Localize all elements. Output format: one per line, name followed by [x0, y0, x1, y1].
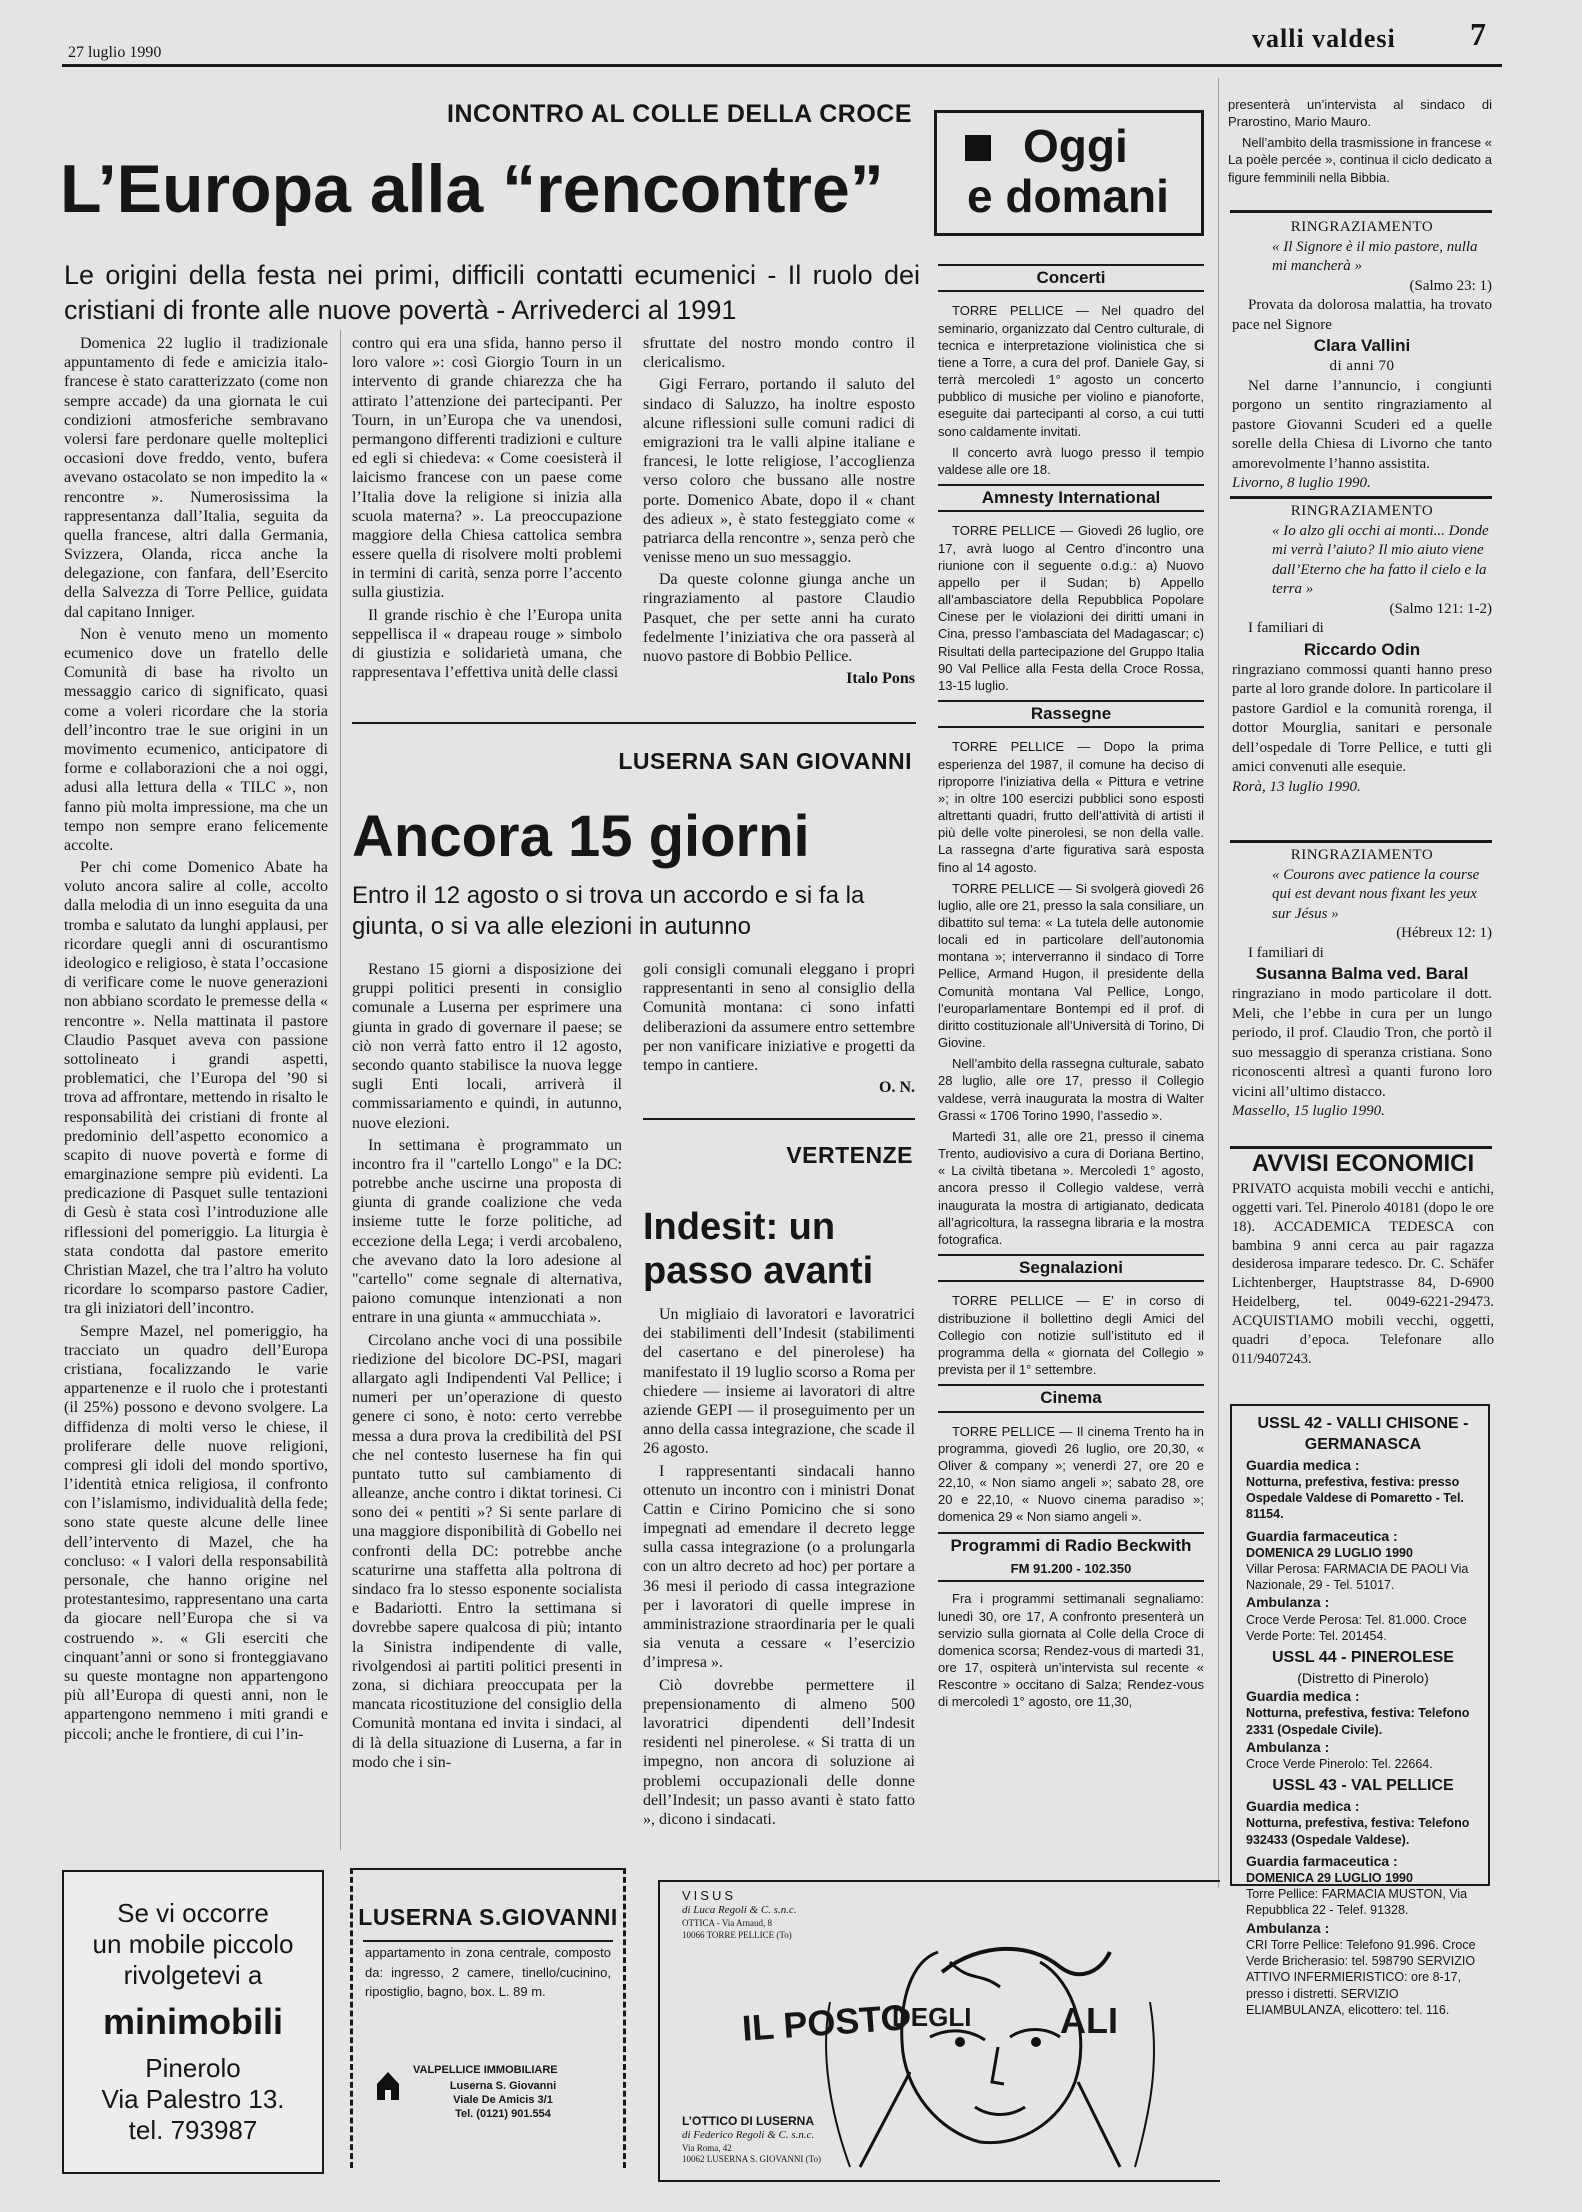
ring2-text: ringraziano commossi quanti hanno preso parte al loro grande dolore. In particolare il pastore Gardiol e la comunità rorenga, il dottor Mourglia, sanitari e personale dell’ospedale di Torre Pellice, e tutti gli amici convenuti alle esequie. — [1232, 661, 1492, 776]
oggi-domani-column — [938, 258, 1204, 1878]
ring1-intro: Provata da dolorosa malattia, ha trovato pace nel Signore — [1232, 297, 1492, 333]
col-separator-right — [1218, 78, 1219, 1888]
ring1-verse: « Il Signore è il mio pastore, nulla mi mancherà » — [1272, 238, 1478, 274]
paper-name: valli valdesi — [1252, 24, 1396, 53]
ring2-rule — [1230, 496, 1492, 499]
minimobili-line1: Se vi occorre — [117, 1898, 269, 1928]
ussl43-amb-text: CRI Torre Pellice: Telefono 91.996. Croce Verde Bricherasio: tel. 598790 SERVIZIO ATTIVO INFERMIERISTICO: ore 8-17, presso i distretti. SERVIZIO ELIAMBULANZA, elicottero: tel. 116. — [1246, 1937, 1476, 2017]
ussl44-gm-text: Notturna, prefestiva, festiva: Telefono 2331 (Ospedale Civile). — [1246, 1706, 1470, 1737]
ring3-ref: (Hébreux 12: 1) — [1396, 925, 1492, 941]
ring1-age: di anni 70 — [1329, 358, 1395, 375]
radio-continued-1: presenterà un’intervista al sindaco di Prarostino, Mario Mauro. — [1228, 97, 1492, 130]
visus-art-text-3: ALI — [1060, 2000, 1118, 2041]
oggi-title-2: e domani — [967, 170, 1169, 222]
radio-frequency: FM 91.200 - 102.350 — [1010, 1561, 1132, 1576]
radio-continued — [1228, 96, 1492, 190]
ussl42-amb-label: Ambulanza : — [1246, 1594, 1330, 1611]
indesit-p3: Ciò dovrebbe permettere il prepensionamento di almeno 500 lavoratrici dipendenti dell’Indesit residenti nel pinerolese. « Si tratta di un impegno, non ancora di soluzione ai problemi occupazionali delle donne dell’Indesit; un passo avanti è stato fatto », dicono i sindacati. — [643, 1676, 915, 1828]
luserna-ad-addr2: Viale De Amicis 3/1 — [453, 2094, 553, 2106]
luserna-ad-heading: LUSERNA S.GIOVANNI — [358, 1904, 618, 1930]
ussl42-amb-text: Croce Verde Perosa: Tel. 81.000. Croce Verde Porte: Tel. 201454. — [1246, 1612, 1467, 1643]
visus-line1: OTTICA - Via Arnaud, 8 — [682, 1918, 773, 1928]
indesit-headline-2: passo avanti — [643, 1250, 874, 1292]
luserna-c1-p2: In settimana è programmato un incontro fra il "cartello Longo" e la DC: potrebbe anche uscirne una proposta di giunta di grande coalizione che veda insieme tutte le forze politiche, ad eccezione della Lega; i verdi arcobaleno, che avevano dato la loro adesione al "cartello" come segnale di alternativa, paiono comunque intenzionati a non entrare in una giunta « ammucchiata ». — [352, 1136, 622, 1327]
luserna-ad-text: appartamento in zona centrale, composto da: ingresso, 2 camere, tinello/cucinino, ripostiglio, bagno, box. L. 89 m. — [365, 1945, 611, 1999]
luserna-ad-head-rule — [363, 1940, 613, 1942]
main-col-3 — [643, 334, 915, 714]
radio-title: Programmi di Radio Beckwith — [950, 1535, 1192, 1555]
ussl44-gm-label: Guardia medica : — [1246, 1688, 1360, 1705]
indesit-headline-1: Indesit: un — [643, 1206, 836, 1248]
luserna-top-rule — [352, 722, 916, 724]
luserna-col-2 — [643, 960, 915, 1100]
luserna-ad-logo — [375, 2068, 401, 2102]
visus-brand: VISUS — [682, 1888, 737, 1903]
ussl44-amb-label: Ambulanza : — [1246, 1738, 1330, 1755]
visus-footer-3: Via Roma, 42 — [682, 2143, 732, 2153]
rassegne-text: TORRE PELLICE — Dopo la prima esperienza del 1987, il comune ha deciso di riproporre l’iniziativa della « Pittura e vetrine »; in oltre 100 esercizi pubblici sono esposti altrettanti quadri, frutto dell’attività di artisti il più delle volte pinerolesi, se non della valle. La rassegna d’arte figurativa sarà esposta fino al 14 agosto. — [938, 739, 1204, 875]
ussl42-gf-label: Guardia farmaceutica : — [1246, 1527, 1398, 1544]
concerti-text: TORRE PELLICE — Nel quadro del seminario, organizzato dal Centro culturale, di tecnica e interpretazione violinistica che si tiene a Torre, a cura del prof. Daniele Gay, si terrà mercoledì 1° agosto un concerto pubblico di musiche per violino e pianoforte, eseguite dai partecipanti al corso, a cui tutti sono caldamente invitati. — [938, 303, 1204, 439]
ussl43-amb-label: Ambulanza : — [1246, 1919, 1330, 1936]
indesit-top-rule — [643, 1118, 915, 1120]
visus-footer-2: di Federico Regoli & C. s.n.c. — [682, 2129, 815, 2141]
ussl43-gf-label: Guardia farmaceutica : — [1246, 1852, 1398, 1869]
main-c3-p3: Da queste colonne giunga anche un ringraziamento al pastore Claudio Pasquet, che per sette anni ha curato fedelmente l’iniziativa che ora passerà al nuovo pastore di Bobbio Pellice. — [643, 571, 915, 665]
ringraziamento-3 — [1232, 846, 1492, 1122]
ad-luserna-immobiliare — [350, 1868, 626, 2168]
luserna-headline: Ancora 15 giorni — [352, 804, 810, 869]
visus-footer-1: L’OTTICO DI LUSERNA — [682, 2114, 814, 2128]
minimobili-brand: minimobili — [103, 2001, 283, 2042]
ringraziamento-1 — [1232, 218, 1492, 494]
visus-footer-4: 10062 LUSERNA S. GIOVANNI (To) — [682, 2154, 821, 2164]
indesit-kicker: VERTENZE — [786, 1142, 913, 1168]
house-logo-icon — [375, 2068, 401, 2102]
ring1-name: Clara Vallini — [1313, 336, 1411, 355]
rassegne-text-3: Nell’ambito della rassegna culturale, sabato 28 luglio, alle ore 17, presso il Collegio valdese, verrà inaugurata la mostra di Walter Grassi « 1706 Torino 1990, l’assedio ». — [938, 1056, 1204, 1123]
ringraziamento-2 — [1232, 502, 1492, 797]
luserna-ad-agency: VALPELLICE IMMOBILIARE — [413, 2064, 558, 2076]
segnalazioni-text: TORRE PELLICE — E’ in corso di distribuzione il bollettino degli Amici del Collegio con notizie sull’istituto ed il programma della « giornata del Collegio » prevista per il 1° settembre. — [938, 1293, 1204, 1378]
ring2-name: Riccardo Odin — [1303, 639, 1421, 659]
segnalazioni-heading: Segnalazioni — [938, 1254, 1204, 1282]
luserna-signature: O. N. — [879, 1079, 915, 1097]
amnesty-text: TORRE PELLICE — Giovedì 26 luglio, ore 17, avrà luogo al Centro d’incontro una riunione con il seguente o.d.g.: a) Nuovo appello per il Sudan; b) Appello all’ambasciatore della Repubblica Popolare Cinese per le violazioni dei diritti umani in Cina, presso l’ambasciata del Madagascar; c) Risultati della partecipazione del Gruppo Italia 90 Val Pellice alla Festa della Croce Rossa, 13-15 luglio. — [938, 523, 1204, 693]
ring1-title: RINGRAZIAMENTO — [1290, 219, 1434, 235]
minimobili-line3: rivolgetevi a — [123, 1960, 263, 1990]
indesit-p1: Un migliaio di lavoratori e lavoratrici dei stabilimenti dell’Indesit (stabilimenti del casertano e del pinerolese) ha manifestato il 19 luglio scorso a Roma per chiedere — insieme ai lavoratori di altre aziende GEPI — il proseguimento per un anno della cassa integrazione, che scade il 26 agosto. — [643, 1306, 915, 1458]
main-c1-p4: Sempre Mazel, nel pomeriggio, ha tracciato un quadro dell’Europa cristiana, focalizzando le varie appartenenze e il ruolo che i protestanti (il 25%) possono e devono svolgere. La diffidenza di molti verso le chiese, il proliferare delle nuove religioni, compresi gli idoli del mondo sportivo, l’identità etnica religiosa, il confronto con l’islamismo, individualità della fede; sono state queste alcune delle linee dell’intervento di Mazel, che ha concluso: « I valori della responsabilità personale, che hanno origine nel protestantesimo, rappresentano una carta da giocare nell’Europa che si va costruendo ». « Gli eserciti che cinquant’anni or sono si fronteggiavano su queste montagne non appartengono più all’Europa di questi anni, non le appartengono nemmeno i miti grandi e piccoli; anche le frontiere, di cui l’in- — [64, 1322, 328, 1743]
radio-heading — [938, 1532, 1204, 1583]
ring2-intro: I familiari di — [1248, 620, 1324, 636]
ring1-ref: (Salmo 23: 1) — [1409, 277, 1492, 294]
radio-continued-2: Nell’ambito della trasmissione in francese « La poèle percée », continua il ciclo dedicato a figure femminili nella Bibbia. — [1228, 135, 1493, 185]
ring1-text: Nel darne l’annuncio, i congiunti porgono un sentito ringraziamento al pastore Giovanni Scuderi ed a quelle sorelle della Chiesa di Livorno che tanto amorevolmente l’hanno assistita. — [1232, 377, 1492, 472]
amnesty-heading: Amnesty International — [938, 484, 1204, 512]
rassegne-text-4: Martedì 31, alle ore 21, presso il cinema Trento, audiovisivo a cura di Doriana Bertino, « La civiltà tibetana ». Mercoledì 1° agosto, ancora presso il Collegio valdese, verrà inaugurata la mostra di artigianato, dedicata all’agricoltura, la rassegna libraria e la mostra fotografica. — [938, 1128, 1204, 1247]
main-deck: Le origini della festa nei primi, difficili contatti ecumenici - Il ruolo dei cristiani di fronte alle nuove povertà - Arrivederci al 1991 — [64, 260, 920, 326]
luserna-ad-tel: Tel. (0121) 901.554 — [455, 2108, 551, 2120]
ussl43-heading: USSL 43 - VAL PELLICE — [1272, 1777, 1454, 1795]
visus-line2: 10066 TORRE PELLICE (To) — [682, 1930, 792, 1940]
ring2-title: RINGRAZIAMENTO — [1290, 503, 1434, 519]
ussl42-gf-text: Villar Perosa: FARMACIA DE PAOLI Via Nazionale, 29 - Tel. 51017. — [1246, 1561, 1469, 1593]
ring3-place: Massello, 15 luglio 1990. — [1232, 1103, 1385, 1120]
luserna-col-1 — [352, 960, 622, 1850]
main-c2-p1: contro qui era una sfida, hanno perso il loro valore »: così Giorgio Tourn in un intervento di grande chiarezza che ha attirato l’attenzione dei partecipanti. Per Tourn, in un’Europa che va unendosi, permangono differenti tradizioni e culture ed egli si chiedeva: « Come coesisterà il laicismo francese con un paese come l’Italia dove la religione si inizia alla scuola materna? ». La preoccupazione maggiore della Chiesa cattolica sembra essere quella di risolvere molti problemi in termini di carità, senza porre l’accento sulla giustizia. — [352, 335, 622, 602]
minimobili-tel: tel. 793987 — [128, 2115, 258, 2145]
luserna-c1-p1: Restano 15 giorni a disposizione dei gruppi politici presenti in consiglio comunale a Luserna per esprimere una giunta in grado di governare il paese; se ciò non verrà fatto entro il 12 agosto, secondo quanto stabilisce la nuova legge sugli Enti locali, arriverà il commissariamento e quindi, in autunno, nuove elezioni. — [352, 961, 622, 1132]
ussl44-amb-text: Croce Verde Pinerolo: Tel. 22664. — [1246, 1757, 1433, 1772]
ussl-box — [1230, 1404, 1490, 2017]
ring2-ref: (Salmo 121: 1-2) — [1389, 600, 1492, 617]
ussl42-heading: USSL 42 - VALLI CHISONE - GERMANASCA — [1257, 1415, 1469, 1453]
rassegne-heading: Rassegne — [938, 700, 1204, 728]
ussl43-gf-text: Torre Pellice: FARMACIA MUSTON, Via Repubblica 22 - Telef. 91328. — [1246, 1887, 1468, 1918]
main-col-1 — [64, 334, 328, 1849]
luserna-ad-top-rule — [353, 1868, 623, 1870]
luserna-deck: Entro il 12 agosto o si trova un accordo e si fa la giunta, o si va alle elezioni in autunno — [352, 882, 865, 941]
luserna-c2-p1: goli consigli comunali eleggano i propri rappresentanti in seno al consiglio della Comunità montana: ci sono infatti deliberazioni da assumere entro settembre per non vanificare iniziative e progetti da tempo in cantiere. — [643, 961, 915, 1074]
cinema-text: TORRE PELLICE — Il cinema Trento ha in programma, giovedì 26 luglio, ore 20,30, « Oliver & company »; venerdì 27, ore 20 e 22,10, « Non siamo angeli »; sabato 28, ore 20 e 22,10, « Nuovo cinema paradiso »; domenica 29 « Non siamo angeli ». — [938, 1423, 1204, 1525]
indesit-p2: I rappresentanti sindacali hanno ottenuto un incontro con i ministri Donat Cattin e Cirino Pomicino che si sono impegnati ad emendare il decreto legge sulla cassa integrazione (o a prolungarla con un altro decreto ad hoc) per portare a 36 mesi il periodo di cassa integrazione per i lavoratori di quelle imprese in amministrazione straordinaria per le quali sia venuta a cessare « l’esercizio d’impresa ». — [643, 1462, 915, 1672]
radio-text: Fra i programmi settimanali segnaliamo: lunedì 30, ore 17, A confronto presenterà un servizio sulla giornata al Colle della Croce di domenica scorsa; Rendez-vous di martedì 31, ore 17, ospiterà un’intervista sul recente « Rescontre » occitano di Salza; Rendez-vous di mercoledì 1° agosto, ore 11,30, — [938, 1591, 1204, 1710]
ring3-intro: I familiari di — [1248, 944, 1324, 961]
rassegne-text-2: TORRE PELLICE — Si svolgerà giovedì 26 luglio, alle ore 21, presso la sala consiliare, un dibattito sul tema: « La tutela delle autonomie locali ed in particolare dell’autonomia montana »; interverranno il sindaco di Torre Pellice, Armand Hugon, il presidente della Comunità montana Val Pellice, Longo, l’europarlamentare Bontempi ed il prof. di diritto costituzionale all’Università di Torino, Di Giovine. — [938, 880, 1204, 1051]
col-separator-main — [340, 330, 341, 1850]
ring3-name: Susanna Balma ved. Baral — [1255, 964, 1469, 983]
avvisi-heading: AVVISI ECONOMICI — [1251, 1150, 1475, 1177]
concerti-heading: Concerti — [938, 264, 1204, 292]
ussl42-gf-date: DOMENICA 29 LUGLIO 1990 — [1246, 1545, 1413, 1560]
ring1-place: Livorno, 8 luglio 1990. — [1232, 475, 1371, 492]
visus-art-text-2: DEGLI — [892, 2002, 972, 2032]
luserna-kicker: LUSERNA SAN GIOVANNI — [618, 748, 912, 774]
ussl43-gf-date: DOMENICA 29 LUGLIO 1990 — [1246, 1870, 1413, 1885]
main-c2-p2: Il grande rischio è che l’Europa unita seppellisca il « drapeau rouge » simbolo di giustizia e solidarietà umana, che rappresentava l’effettiva unità delle classi — [352, 606, 622, 682]
masthead-rule — [62, 64, 1502, 67]
ring3-rule — [1230, 840, 1492, 843]
oggi-domani-box — [934, 110, 1204, 236]
ad-minimobili — [62, 1870, 324, 2174]
avvisi-text: PRIVATO acquista mobili vecchi e antichi, oggetti vari. Tel. Pinerolo 40181 (dopo le ore 18). ACCADEMICA TEDESCA con bambina 9 anni cerca au pair ragazza desiderosa imparare tedesco. Dr. C. Schäfer Lichtenberger, Hauptstrasse 84, D-6900 Heidelberg, tel. 0049-6221-29473. ACQUISTIAMO mobili vecchi, oggetti, quadri d’epoca. Telefonare allo 011/9407243. — [1232, 1181, 1494, 1367]
avvisi-rule — [1230, 1146, 1492, 1149]
luserna-ad-addr1: Luserna S. Giovanni — [449, 2080, 557, 2092]
oggi-title-1: Oggi — [1023, 120, 1128, 172]
ussl42-gm-text: Notturna, prefestiva, festiva: presso Ospedale Valdese di Pomaretto - Tel. 81154. — [1246, 1474, 1464, 1522]
page-number: 7 — [1470, 16, 1486, 52]
avvisi-economici — [1232, 1152, 1494, 1368]
concerti-text-2: Il concerto avrà luogo presso il tempio valdese alle ore 18. — [938, 444, 1204, 477]
oggi-square-icon — [965, 135, 991, 161]
cinema-heading: Cinema — [938, 1384, 1204, 1412]
minimobili-line2: un mobile piccolo — [92, 1929, 294, 1959]
ring2-verse: « Io alzo gli occhi ai monti... Donde mi verrà l’aiuto? Il mio aiuto viene dall’Eterno che ha fatto il cielo e la terra » — [1272, 522, 1489, 597]
main-c3-p2: Gigi Ferraro, portando il saluto del sindaco di Saluzzo, ha inoltre esposto alcune riflessioni sulle comuni radici di emigrazioni tra le valli alpine italiane e francesi, le lotte religiose, l’accoglienza verso coloro che bussano alle nostre porte. Domenico Abate, dopo il « chant des adieux », è stato festeggiato come « patriarca della rencontre », senza però che venisse meno un suo messaggio. — [643, 376, 915, 567]
ussl43-gm-text: Notturna, prefestiva, festiva: Telefono 932433 (Ospedale Valdese). — [1246, 1816, 1470, 1847]
main-c3-p1: sfruttate del nostro mondo contro il clericalismo. — [643, 335, 915, 372]
ad-visus — [658, 1880, 1220, 2182]
minimobili-city: Pinerolo — [145, 2053, 241, 2083]
minimobili-address: Via Palestro 13. — [101, 2084, 285, 2114]
main-c1-p3: Per chi come Domenico Abate ha voluto ancora salire al colle, accolto dalla melodia di un inno eseguita da una tromba e salutato da lunghi applausi, per ricordare quegli anni di oscurantismo ideologico e religioso, è stata l’occasione di verificare come le nuove generazioni non abbiano scordato le premesse della « rencontre ». Nella mattinata il pastore Claudio Pasquet aveva con passione sottolineato i grandi aspetti, problematici, che l’Europa del ’90 si trova ad affrontare, mettendo in risalto le responsabilità dei cristiani di fronte al predominio dell’aspetto economico a scapito di nuove povertà e forme di emarginazione sempre più evidenti. La predicazione di Pasquet sulle tentazioni di Gesù è stata così l’introduzione alle riflessioni del pomeriggio. La liturgia è stata condotta dal pastore emerito Christian Mazel, che tra l’altro ha voluto ricordare lo scomparso pastore Cadier, tra gli iniziatori dell’incontro. — [64, 859, 328, 1318]
visus-art-text-1: IL POSTO — [740, 1996, 910, 2049]
indesit-col — [643, 1305, 915, 1850]
main-kicker: INCONTRO AL COLLE DELLA CROCE — [447, 100, 912, 128]
ring2-place: Rorà, 13 luglio 1990. — [1232, 778, 1361, 795]
ring1-rule — [1230, 210, 1492, 213]
issue-date: 27 luglio 1990 — [68, 44, 162, 61]
main-signature: Italo Pons — [846, 670, 915, 688]
ussl44-heading: USSL 44 - PINEROLESE — [1272, 1649, 1454, 1667]
visus-owner: di Luca Regoli & C. s.n.c. — [682, 1904, 797, 1916]
ussl42-gm-label: Guardia medica : — [1246, 1456, 1360, 1473]
ring3-title: RINGRAZIAMENTO — [1290, 847, 1434, 863]
luserna-c1-p3: Circolano anche voci di una possibile riedizione del bicolore DC-PSI, magari allargato agli Indipendenti Val Pellice; i numeri per un’operazione di questo genere ci sono, è noto: certo verrebbe messa a dura prova la credibilità del PSI che nel contesto lusernese ha fin qui puntato tutto sul cambiamento di alleanze, anche contro i diktat torinesi. Ci sono dei « pentiti »? Si sente parlare di una maggiore disponibilità di Gobello nei confronti della DC: potrebbe anche scaturirne una staffetta alla poltrona di sindaco fra lo stesso esponente socialista e Badariotti. Entro la settimana si dovrebbe sapere qualcosa di più; intanto la Sinistra indipendente di valle, rivolgendosi ai partiti politici presenti in zona, si dichiara preoccupata per la mancata ricostituzione del consiglio della Comunità montana ed invita i sindaci, al di là della situazione di Luserna, a far in modo che i sin- — [352, 1331, 622, 1771]
ring3-text: ringraziano in modo particolare il dott. Meli, che l’ebbe in cura per un lungo periodo, il prof. Claudio Tron, che portò il suo messaggio di speranza cristiana. Sono riconoscenti altresì a quanti furono loro vicini all’ultimo distacco. — [1232, 986, 1492, 1100]
ussl44-sub: (Distretto di Pinerolo) — [1297, 1669, 1429, 1686]
main-c1-p1: Domenica 22 luglio il tradizionale appuntamento di fede e amicizia italo-francese è stato caratterizzato (come non sempre accade) da una giornata le cui condizioni atmosferiche sembravano volersi fare perdonare quelle molteplici occasioni dove freddo, vento, bufera avevano ostacolato se non impedito la « rencontre ». Numerosissima la rappresentanza dall’Italia, seguita da quella francese, altri dalla Germania, Svizzera, Olanda, ricca anche la delegazione, con fanfara, dell’Esercito della Salvezza di Torre Pellice, guidata dal capitano Inniger. — [64, 335, 328, 621]
ring3-verse: « Courons avec patience la course qui est devant nous fixant les yeux sur Jésus » — [1272, 866, 1480, 922]
main-c1-p2: Non è venuto meno un momento ecumenico dove un fratello delle Comunità di base ha rivolto un messaggio carico di significato, quasi come a voleri ricordare che la storia dell’incontro trae le sue origini in un movimento ecumenico, anticipatore di forme e collaborazioni che a noi oggi, adusi alla lettura della « TILC », non fanno più molta impressione, ma che un tempo non sempre erano felicemente accolte. — [64, 625, 328, 854]
main-headline: L’Europa alla “rencontre” — [60, 151, 884, 227]
ussl43-gm-label: Guardia medica : — [1246, 1798, 1360, 1815]
main-col-2 — [352, 334, 622, 714]
